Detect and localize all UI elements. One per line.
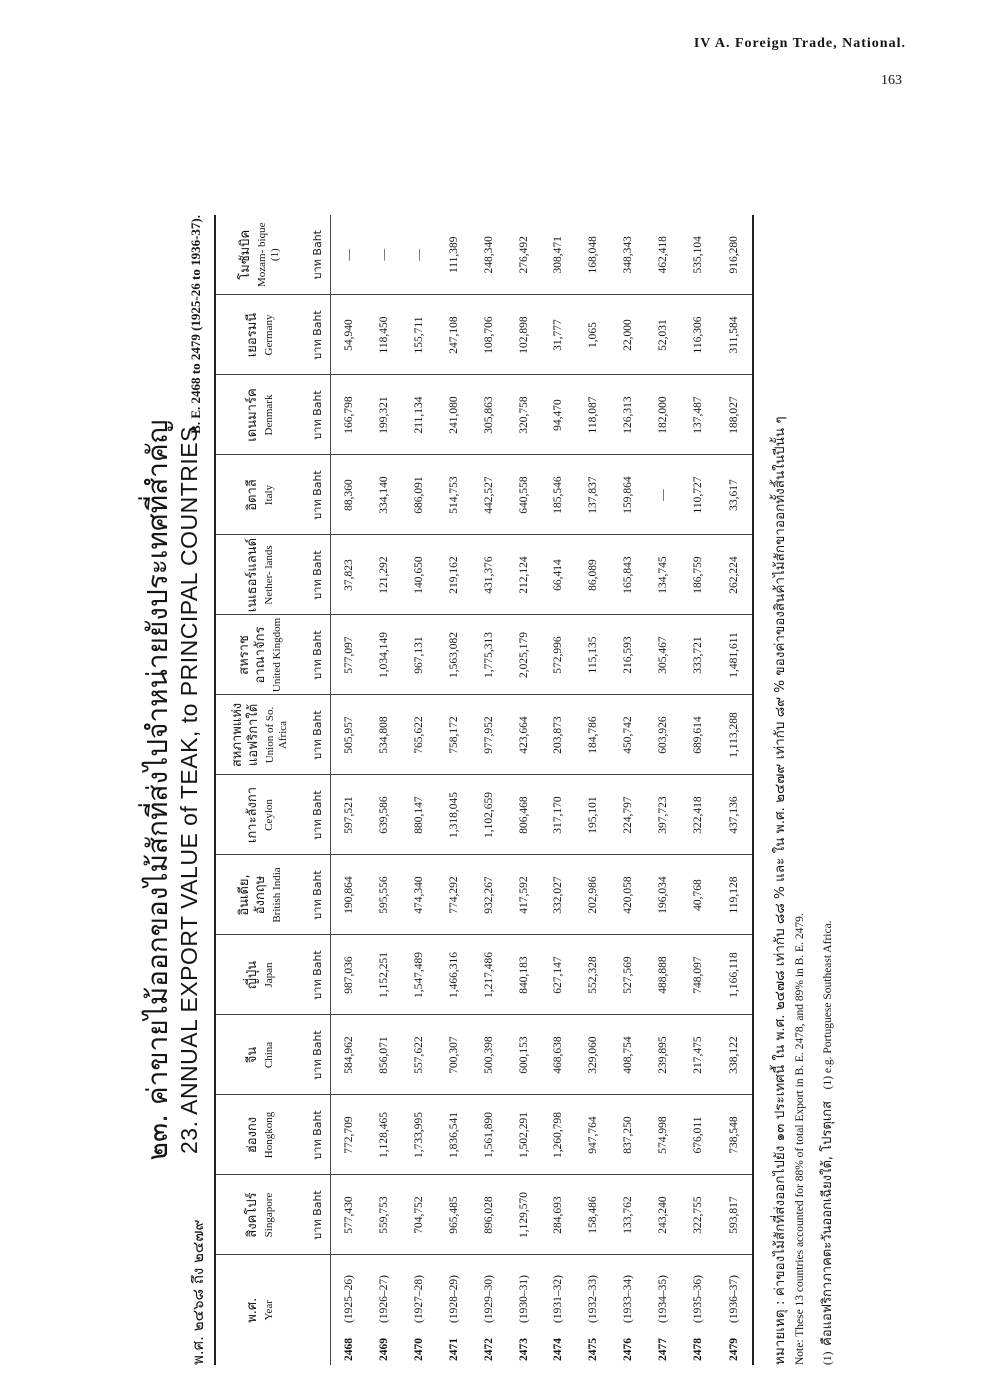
year-cell: [646, 1255, 681, 1365]
value-cell: 217,475: [680, 1015, 715, 1095]
year-cell: [506, 1255, 541, 1365]
column-header: อินเดีย, อังกฤษ British India: [215, 855, 304, 935]
value-cell: 224,797: [611, 775, 646, 855]
value-cell: 1,466,316: [436, 935, 471, 1015]
title-english: 23. ANNUAL EXPORT VALUE of TEAK, to PRINCIPAL COUNTRIES: [176, 426, 202, 1154]
value-cell: 965,485: [436, 1175, 471, 1255]
value-cell: 216,593: [611, 615, 646, 695]
be-year: 2470: [413, 1338, 426, 1361]
value-cell: 211,134: [402, 375, 437, 455]
value-cell: 1,217,486: [471, 935, 506, 1015]
value-cell: 248,340: [471, 215, 506, 295]
value-cell: 188,027: [715, 375, 753, 455]
note-thai: หมายเหตุ : ค่าของไม้สักที่ส่งออกไปยัง ๑๓ ประเทศนี้ ใน พ.ศ. ๒๔๗๘ เท่ากับ ๘๘ % และ ใน พ.ศ. ๒๔๗๙ เท่ากับ ๘๙ % ของค่าของสินค้าไม้สักขาออกทั้งสิ้นในปีนั้น ๆ: [772, 416, 788, 1365]
value-cell: 332,027: [541, 855, 576, 935]
value-cell: 535,104: [680, 215, 715, 295]
table-row: [367, 215, 402, 1365]
value-cell: 1,547,489: [402, 935, 437, 1015]
year-header: พ.ศ. Year: [244, 1297, 275, 1323]
year-cell: [436, 1255, 471, 1365]
value-cell: 329,060: [576, 1015, 611, 1095]
value-cell: 947,764: [576, 1095, 611, 1175]
value-cell: 54,940: [331, 295, 367, 375]
value-cell: 1,836,541: [436, 1095, 471, 1175]
value-cell: 896,028: [471, 1175, 506, 1255]
table-header-row: [215, 215, 304, 1365]
ad-year: (1931–32): [552, 1275, 565, 1323]
value-cell: 37,823: [331, 535, 367, 615]
value-cell: 676,011: [680, 1095, 715, 1175]
unit-label: บาท Baht: [304, 775, 331, 855]
value-cell: 758,172: [436, 695, 471, 775]
value-cell: 196,034: [646, 855, 681, 935]
ad-year: (1935–36): [691, 1275, 704, 1323]
table-row: [331, 215, 367, 1365]
value-cell: 1,034,149: [367, 615, 402, 695]
value-cell: 239,895: [646, 1015, 681, 1095]
value-cell: 22,000: [611, 295, 646, 375]
units-blank: [304, 1255, 331, 1365]
value-cell: 417,592: [506, 855, 541, 935]
value-cell: 977,952: [471, 695, 506, 775]
ad-year: (1930–31): [517, 1275, 530, 1323]
value-cell: 190,864: [331, 855, 367, 935]
value-cell: 500,398: [471, 1015, 506, 1095]
value-cell: 338,122: [715, 1015, 753, 1095]
ad-year: (1932–33): [587, 1275, 600, 1323]
value-cell: 108,706: [471, 295, 506, 375]
value-cell: 121,292: [367, 535, 402, 615]
value-cell: 2,025,179: [506, 615, 541, 695]
value-cell: 1,065: [576, 295, 611, 375]
value-cell: 1,481,611: [715, 615, 753, 695]
column-header: จีน China: [215, 1015, 304, 1095]
ad-year: (1928–29): [447, 1275, 460, 1323]
column-header: เนเธอร์แลนด์ Nether- lands: [215, 535, 304, 615]
ad-year: (1927–28): [413, 1275, 426, 1323]
footnote-thai: คือแอฟริกาภาคตะวันออกเฉียงใต้, โปรตุเกส: [820, 1100, 835, 1346]
value-cell: 155,711: [402, 295, 437, 375]
footnote-marker: (1): [822, 1351, 834, 1365]
value-cell: 527,569: [611, 935, 646, 1015]
value-cell: 559,753: [367, 1175, 402, 1255]
value-cell: 134,745: [646, 535, 681, 615]
value-cell: 856,071: [367, 1015, 402, 1095]
value-cell: 1,152,251: [367, 935, 402, 1015]
value-cell: 462,418: [646, 215, 681, 295]
value-cell: 241,080: [436, 375, 471, 455]
column-header: เยอรมนี Germany: [215, 295, 304, 375]
value-cell: 115,135: [576, 615, 611, 695]
value-cell: 837,250: [611, 1095, 646, 1175]
value-cell: 165,843: [611, 535, 646, 615]
table-row: [715, 215, 753, 1365]
table-row: [402, 215, 437, 1365]
value-cell: 333,721: [680, 615, 715, 695]
be-year: 2475: [587, 1338, 600, 1361]
value-cell: 423,664: [506, 695, 541, 775]
value-cell: 597,521: [331, 775, 367, 855]
value-cell: 119,128: [715, 855, 753, 935]
be-year: 2468: [342, 1338, 355, 1361]
value-cell: 1,563,082: [436, 615, 471, 695]
value-cell: 1,166,118: [715, 935, 753, 1015]
column-header: โมซัมบิค Mozam- bique (1): [215, 215, 304, 295]
value-cell: 31,777: [541, 295, 576, 375]
value-cell: 276,492: [506, 215, 541, 295]
value-cell: 1,775,313: [471, 615, 506, 695]
value-cell: 627,147: [541, 935, 576, 1015]
footnote-english: (1) e.g. Portuguese Southeast Africa.: [822, 920, 834, 1090]
value-cell: 437,136: [715, 775, 753, 855]
value-cell: 102,898: [506, 295, 541, 375]
value-cell: 1,128,465: [367, 1095, 402, 1175]
column-header: ฮ่องกง Hongkong: [215, 1095, 304, 1175]
value-cell: 840,183: [506, 935, 541, 1015]
year-cell: [471, 1255, 506, 1365]
be-year: 2473: [517, 1338, 530, 1361]
be-year: 2476: [622, 1338, 635, 1361]
value-cell: 450,742: [611, 695, 646, 775]
units-row: [304, 215, 331, 1365]
value-cell: 397,723: [646, 775, 681, 855]
value-cell: 159,864: [611, 455, 646, 535]
export-value-table: [214, 215, 754, 1365]
value-cell: 442,527: [471, 455, 506, 535]
unit-label: บาท Baht: [304, 1015, 331, 1095]
unit-label: บาท Baht: [304, 1175, 331, 1255]
ad-year: (1929–30): [482, 1275, 495, 1323]
value-cell: 195,101: [576, 775, 611, 855]
value-cell: 308,471: [541, 215, 576, 295]
column-header: สิงคโปร์ Singapore: [215, 1175, 304, 1255]
value-cell: 774,292: [436, 855, 471, 935]
unit-label: บาท Baht: [304, 375, 331, 455]
value-cell: 182,000: [646, 375, 681, 455]
value-cell: 600,153: [506, 1015, 541, 1095]
unit-label: บาท Baht: [304, 215, 331, 295]
value-cell: 639,586: [367, 775, 402, 855]
value-cell: 738,548: [715, 1095, 753, 1175]
be-year: 2472: [482, 1338, 495, 1361]
value-cell: 186,759: [680, 535, 715, 615]
be-year: 2478: [691, 1338, 704, 1361]
table-row: [471, 215, 506, 1365]
value-cell: 932,267: [471, 855, 506, 935]
table-row: [506, 215, 541, 1365]
year-cell: [541, 1255, 576, 1365]
table-row: [680, 215, 715, 1365]
value-cell: 243,240: [646, 1175, 681, 1255]
value-cell: 640,558: [506, 455, 541, 535]
ad-year: (1933–34): [622, 1275, 635, 1323]
value-cell: 305,863: [471, 375, 506, 455]
value-cell: 199,321: [367, 375, 402, 455]
year-cell: [367, 1255, 402, 1365]
year-cell: [611, 1255, 646, 1365]
value-cell: 247,108: [436, 295, 471, 375]
value-cell: 772,709: [331, 1095, 367, 1175]
value-cell: 118,087: [576, 375, 611, 455]
unit-label: บาท Baht: [304, 855, 331, 935]
table-body: [331, 215, 754, 1365]
value-cell: 284,693: [541, 1175, 576, 1255]
period-thai: พ.ศ. ๒๔๖๘ ถึง ๒๔๗๙: [189, 1219, 207, 1365]
ad-year: (1934–35): [656, 1275, 669, 1323]
ad-year: (1925–26): [342, 1275, 355, 1323]
value-cell: 1,102,659: [471, 775, 506, 855]
rotated-table-page: [136, 215, 836, 1365]
value-cell: 686,091: [402, 455, 437, 535]
unit-label: บาท Baht: [304, 615, 331, 695]
year-cell: [715, 1255, 753, 1365]
be-year: 2474: [552, 1338, 565, 1361]
value-cell: 916,280: [715, 215, 753, 295]
value-cell: 1,129,570: [506, 1175, 541, 1255]
value-cell: 185,546: [541, 455, 576, 535]
value-cell: —: [646, 455, 681, 535]
value-cell: —: [402, 215, 437, 295]
value-cell: 158,486: [576, 1175, 611, 1255]
value-cell: 1,733,995: [402, 1095, 437, 1175]
unit-label: บาท Baht: [304, 535, 331, 615]
year-cell: [402, 1255, 437, 1365]
value-cell: 311,584: [715, 295, 753, 375]
column-header: เกาะลังกา Ceylon: [215, 775, 304, 855]
value-cell: 137,837: [576, 455, 611, 535]
value-cell: 140,650: [402, 535, 437, 615]
value-cell: 557,622: [402, 1015, 437, 1095]
value-cell: 574,998: [646, 1095, 681, 1175]
title-thai: ๒๓. ค่าขายไม้ออกของไม้สักที่ส่งไปจำหน่ายยังประเทศที่สำคัญ: [141, 419, 174, 1161]
value-cell: 488,888: [646, 935, 681, 1015]
column-header: เดนมาร์ค Denmark: [215, 375, 304, 455]
value-cell: 52,031: [646, 295, 681, 375]
ad-year: (1926–27): [378, 1275, 391, 1323]
value-cell: 704,752: [402, 1175, 437, 1255]
column-header: อิตาลี Italy: [215, 455, 304, 535]
value-cell: 212,124: [506, 535, 541, 615]
value-cell: 166,798: [331, 375, 367, 455]
value-cell: 806,468: [506, 775, 541, 855]
value-cell: 118,450: [367, 295, 402, 375]
column-header: ญี่ปุ่น Japan: [215, 935, 304, 1015]
value-cell: 577,097: [331, 615, 367, 695]
be-year: 2469: [378, 1338, 391, 1361]
value-cell: 322,418: [680, 775, 715, 855]
value-cell: 1,113,288: [715, 695, 753, 775]
value-cell: 748,097: [680, 935, 715, 1015]
value-cell: 584,962: [331, 1015, 367, 1095]
value-cell: 66,414: [541, 535, 576, 615]
column-header: สหราชอาณาจักร United Kingdom: [215, 615, 304, 695]
value-cell: 420,058: [611, 855, 646, 935]
unit-label: บาท Baht: [304, 295, 331, 375]
footnote: [816, 920, 837, 1365]
table-row: [541, 215, 576, 1365]
value-cell: 219,162: [436, 535, 471, 615]
value-cell: 987,036: [331, 935, 367, 1015]
be-year: 2479: [727, 1338, 740, 1361]
be-year: 2471: [447, 1338, 460, 1361]
value-cell: 1,260,798: [541, 1095, 576, 1175]
value-cell: 595,556: [367, 855, 402, 935]
value-cell: 320,758: [506, 375, 541, 455]
value-cell: 552,328: [576, 935, 611, 1015]
value-cell: 116,306: [680, 295, 715, 375]
value-cell: 94,470: [541, 375, 576, 455]
year-cell: [331, 1255, 367, 1365]
value-cell: 880,147: [402, 775, 437, 855]
value-cell: 1,318,045: [436, 775, 471, 855]
period-english: B. E. 2468 to 2479 (1925-26 to 1936-37).: [188, 215, 203, 434]
value-cell: 967,131: [402, 615, 437, 695]
table-row: [611, 215, 646, 1365]
value-cell: 86,089: [576, 535, 611, 615]
value-cell: 348,343: [611, 215, 646, 295]
value-cell: 505,957: [331, 695, 367, 775]
value-cell: 1,502,291: [506, 1095, 541, 1175]
value-cell: 689,614: [680, 695, 715, 775]
value-cell: 431,376: [471, 535, 506, 615]
value-cell: 137,487: [680, 375, 715, 455]
value-cell: 334,140: [367, 455, 402, 535]
unit-label: บาท Baht: [304, 935, 331, 1015]
value-cell: 202,986: [576, 855, 611, 935]
table-row: [646, 215, 681, 1365]
section-header: IV A. Foreign Trade, National.: [693, 36, 906, 51]
unit-label: บาท Baht: [304, 695, 331, 775]
value-cell: 184,786: [576, 695, 611, 775]
value-cell: 262,224: [715, 535, 753, 615]
value-cell: 1,561,890: [471, 1095, 506, 1175]
value-cell: 33,617: [715, 455, 753, 535]
value-cell: 168,048: [576, 215, 611, 295]
value-cell: 133,762: [611, 1175, 646, 1255]
value-cell: 603,926: [646, 695, 681, 775]
ad-year: (1936–37): [727, 1275, 740, 1323]
value-cell: 322,755: [680, 1175, 715, 1255]
value-cell: 468,638: [541, 1015, 576, 1095]
value-cell: 514,753: [436, 455, 471, 535]
value-cell: 111,389: [436, 215, 471, 295]
value-cell: 317,170: [541, 775, 576, 855]
value-cell: —: [367, 215, 402, 295]
value-cell: 305,467: [646, 615, 681, 695]
value-cell: 110,727: [680, 455, 715, 535]
value-cell: 765,622: [402, 695, 437, 775]
year-cell: [576, 1255, 611, 1365]
column-header: สหภาพแห่งแอฟริกาใต้ Union of So. Africa: [215, 695, 304, 775]
value-cell: 203,873: [541, 695, 576, 775]
value-cell: 40,768: [680, 855, 715, 935]
note-english: Note: These 13 countries accounted for 88% of total Export in B. E. 2478, and 89% in B. E. 2479.: [794, 913, 806, 1365]
unit-label: บาท Baht: [304, 1095, 331, 1175]
year-cell: [680, 1255, 715, 1365]
value-cell: 593,817: [715, 1175, 753, 1255]
value-cell: 408,754: [611, 1015, 646, 1095]
value-cell: 534,808: [367, 695, 402, 775]
value-cell: 572,996: [541, 615, 576, 695]
value-cell: 700,307: [436, 1015, 471, 1095]
value-cell: 474,340: [402, 855, 437, 935]
table-row: [576, 215, 611, 1365]
value-cell: 126,313: [611, 375, 646, 455]
page-number: 163: [881, 73, 902, 88]
value-cell: —: [331, 215, 367, 295]
value-cell: 88,360: [331, 455, 367, 535]
table-row: [436, 215, 471, 1365]
unit-label: บาท Baht: [304, 455, 331, 535]
be-year: 2477: [656, 1338, 669, 1361]
value-cell: 577,430: [331, 1175, 367, 1255]
